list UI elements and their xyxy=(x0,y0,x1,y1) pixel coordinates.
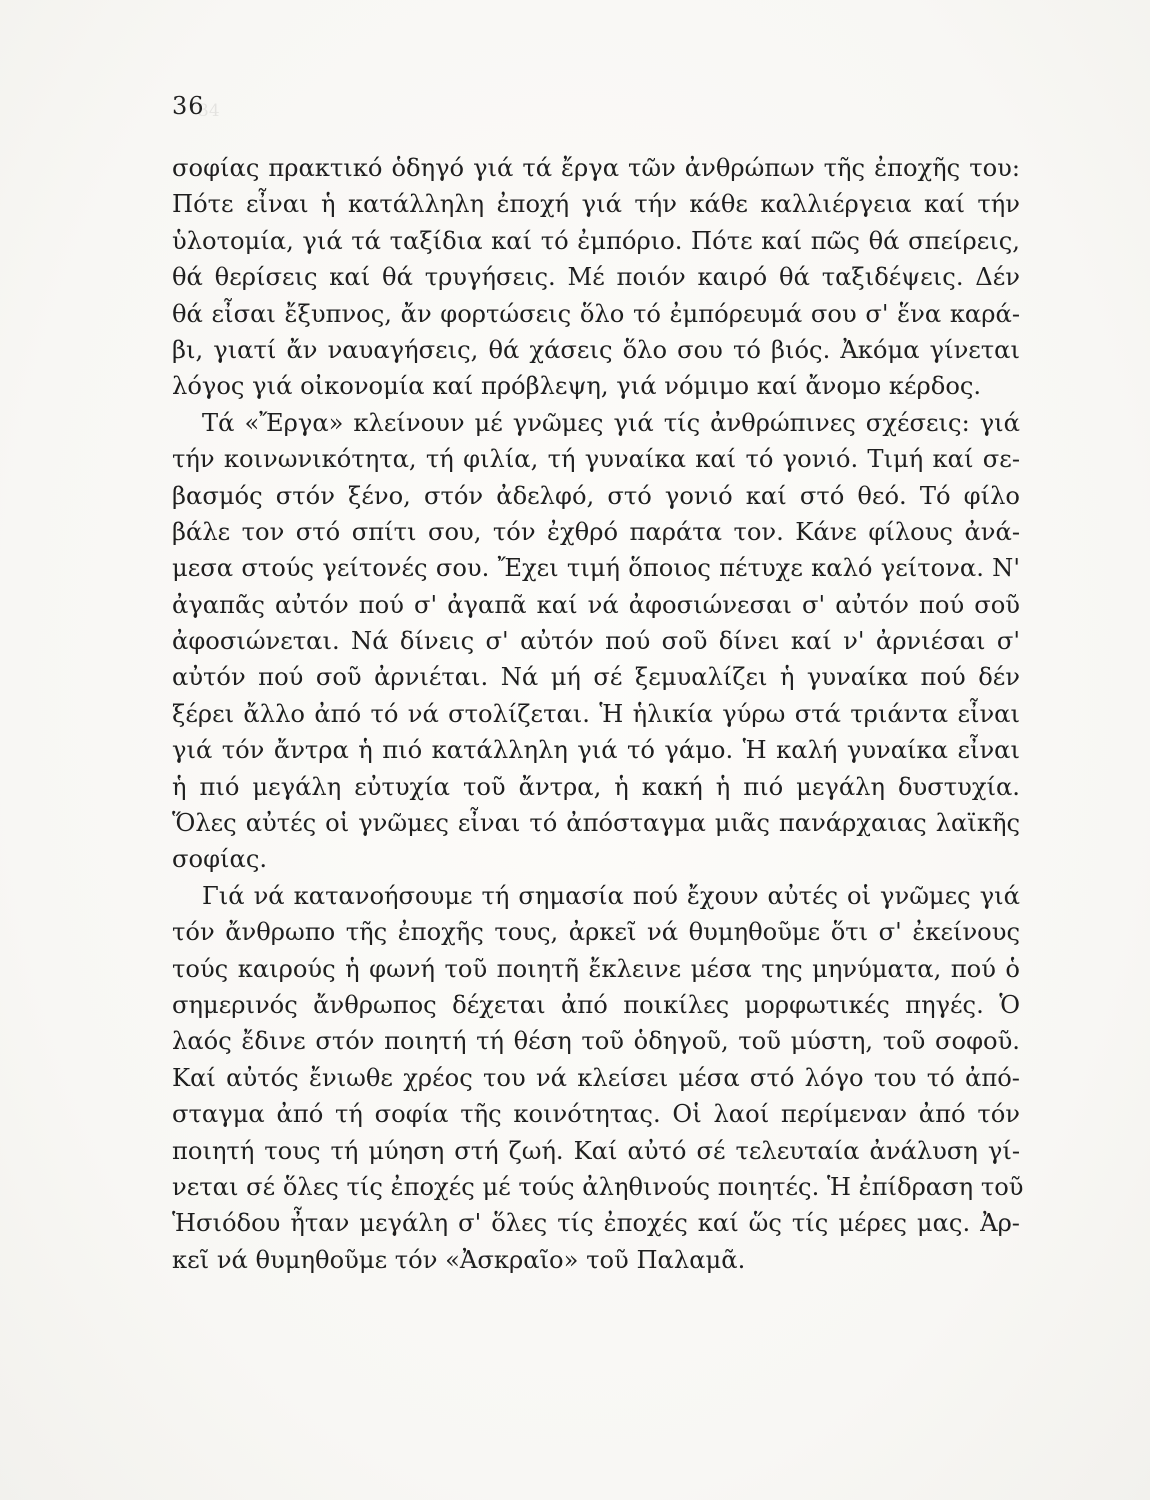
page-number: 36 xyxy=(172,92,205,120)
text-line: βασμός στόν ξένο, στόν ἀδελφό, στό γονιό καί στό θεό. Τό φίλο xyxy=(172,481,1020,510)
text-line: θά θερίσεις καί θά τρυγήσεις. Μέ ποιόν καιρό θά ταξιδέψεις. Δέν xyxy=(172,263,1020,292)
text-line: ξέρει ἄλλο ἀπό τό νά στολίζεται. Ἡ ἡλικία γύρω στά τριάντα εἶναι xyxy=(172,699,1020,728)
ghost-page-number: 34 xyxy=(198,101,220,121)
text-line: ποιητή τους τή μύηση στή ζωή. Καί αὐτό σέ τελευταία ἀνάλυση γί- xyxy=(172,1136,1020,1165)
text-line: ὑλοτομία, γιά τά ταξίδια καί τό ἐμπόριο. Πότε καί πῶς θά σπείρεις, xyxy=(172,226,1020,255)
text-line: Γιά νά κατανοήσουμε τή σημασία πού ἔχουν αὐτές οἱ γνῶμες γιά xyxy=(202,881,1020,910)
text-line: Ὅλες αὐτές οἱ γνῶμες εἶναι τό ἀπόσταγμα μιᾶς πανάρχαιας λαϊκῆς xyxy=(172,809,1020,838)
text-line: λόγος γιά οἰκονομία καί πρόβλεψη, γιά νόμιμο καί ἄνομο κέρδος. xyxy=(172,372,982,401)
text-line: ἀγαπᾶς αὐτόν πού σ' ἀγαπᾶ καί νά ἀφοσιώνεσαι σ' αὐτόν πού σοῦ xyxy=(172,590,1020,619)
text-line: ἀφοσιώνεται. Νά δίνεις σ' αὐτόν πού σοῦ δίνει καί ν' ἀρνιέσαι σ' xyxy=(172,627,1020,656)
text-line: γιά τόν ἄντρα ἡ πιό κατάλληλη γιά τό γάμο. Ἡ καλή γυναίκα εἶναι xyxy=(172,736,1020,765)
text-line: σημερινός ἄνθρωπος δέχεται ἀπό ποικίλες μορφωτικές πηγές. Ὁ xyxy=(172,990,1020,1019)
text-line: μεσα στούς γείτονές σου. Ἔχει τιμή ὅποιος πέτυχε καλό γείτονα. Ν' xyxy=(172,554,1020,583)
text-line: τήν κοινωνικότητα, τή φιλία, τή γυναίκα καί τό γονιό. Τιμή καί σε- xyxy=(172,445,1020,474)
text-line: Πότε εἶναι ἡ κατάλληλη ἐποχή γιά τήν κάθε καλλιέργεια καί τήν xyxy=(172,190,1020,219)
text-line: κεῖ νά θυμηθοῦμε τόν «Ἀσκραῖο» τοῦ Παλαμᾶ. xyxy=(172,1245,746,1274)
text-line: νεται σέ ὅλες τίς ἐποχές μέ τούς ἀληθινούς ποιητές. Ἡ ἐπίδραση τοῦ xyxy=(172,1172,1024,1201)
text-line: λαός ἔδινε στόν ποιητή τή θέση τοῦ ὁδηγοῦ, τοῦ μύστη, τοῦ σοφοῦ. xyxy=(172,1027,1020,1056)
text-line: θά εἶσαι ἔξυπνος, ἄν φορτώσεις ὅλο τό ἐμπόρευμά σου σ' ἕνα καρά- xyxy=(172,299,1020,328)
text-line: Ἡσιόδου ἦταν μεγάλη σ' ὅλες τίς ἐποχές καί ὥς τίς μέρες μας. Ἀρ- xyxy=(172,1209,1020,1238)
text-line: σταγμα ἀπό τή σοφία τῆς κοινότητας. Οἱ λαοί περίμεναν ἀπό τόν xyxy=(172,1100,1020,1129)
text-line: βι, γιατί ἄν ναυαγήσεις, θά χάσεις ὅλο σου τό βιός. Ἀκόμα γίνεται xyxy=(172,335,1020,364)
text-line: βάλε τον στό σπίτι σου, τόν ἐχθρό παράτα τον. Κάνε φίλους ἀνά- xyxy=(172,517,1020,546)
text-line: σοφίας. xyxy=(172,845,268,874)
text-line: τόν ἄνθρωπο τῆς ἐποχῆς τους, ἀρκεῖ νά θυμηθοῦμε ὅτι σ' ἐκείνους xyxy=(172,918,1020,947)
text-line: τούς καιρούς ἡ φωνή τοῦ ποιητῆ ἔκλεινε μέσα της μηνύματα, πού ὁ xyxy=(172,954,1020,983)
body-text xyxy=(172,150,1024,1278)
text-line: Καί αὐτός ἔνιωθε χρέος του νά κλείσει μέσα στό λόγο του τό ἀπό- xyxy=(172,1063,1020,1092)
text-line: αὐτόν πού σοῦ ἀρνιέται. Νά μή σέ ξεμυαλίζει ἡ γυναίκα πού δέν xyxy=(172,663,1020,692)
text-line: σοφίας πρακτικό ὁδηγό γιά τά ἔργα τῶν ἀνθρώπων τῆς ἐποχῆς του: xyxy=(172,154,1020,182)
bleed-through-text xyxy=(172,1252,1020,1280)
text-line: Τά «Ἔργα» κλείνουν μέ γνῶμες γιά τίς ἀνθρώπινες σχέσεις: γιά xyxy=(202,408,1020,437)
text-line: ἡ πιό μεγάλη εὐτυχία τοῦ ἄντρα, ἡ κακή ἡ πιό μεγάλη δυστυχία. xyxy=(172,772,1020,801)
